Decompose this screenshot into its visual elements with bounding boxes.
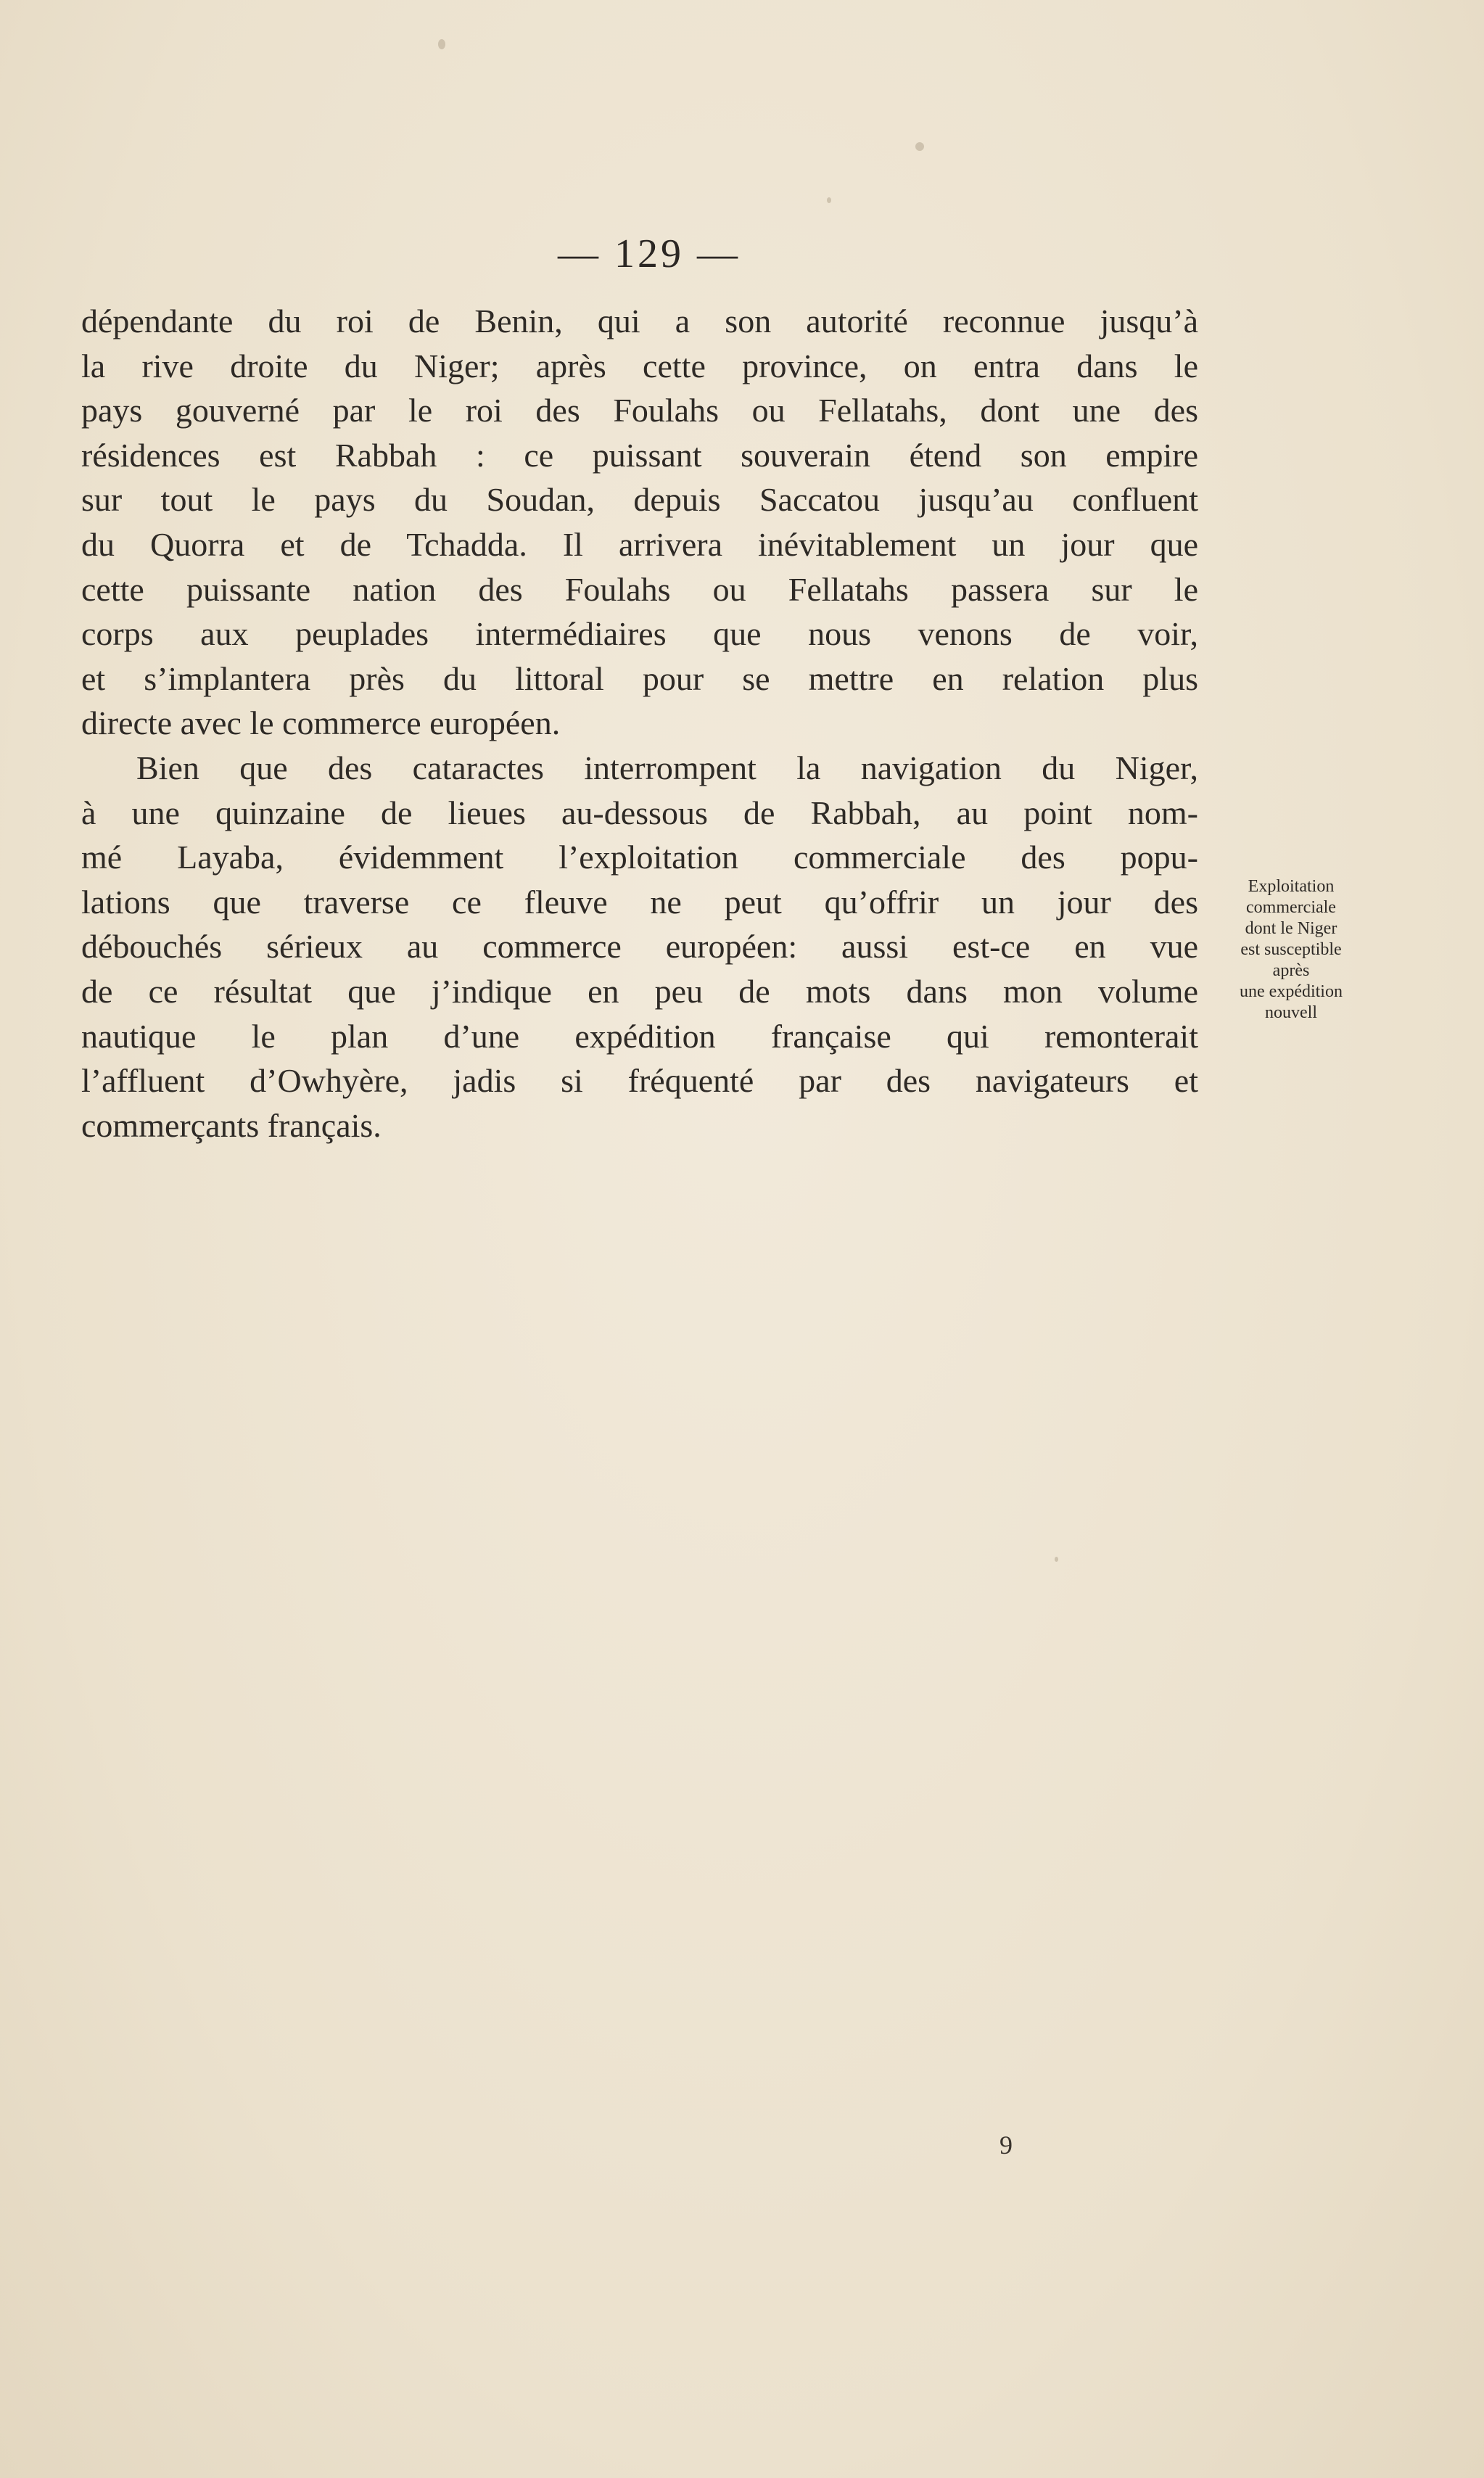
- margin-note-line: une expédition: [1240, 982, 1343, 1001]
- text-line: corps aux peuplades intermédiaires que nous venons de voir,: [81, 615, 1198, 653]
- margin-note-line: dont le Niger: [1245, 919, 1337, 938]
- text-line: commerçants français.: [81, 1106, 382, 1144]
- text-line: du Quorra et de Tchadda. Il arrivera inévitablement un jour que: [81, 525, 1198, 563]
- text-line: et s’implantera près du littoral pour se mettre en relation plus: [81, 659, 1198, 697]
- margin-note-line: Exploitation: [1248, 877, 1335, 896]
- text-line: directe avec le commerce européen.: [81, 704, 561, 742]
- text-line: à une quinzaine de lieues au-dessous de Rabbah, au point nom-: [81, 794, 1198, 831]
- paper-speck: [1055, 1557, 1058, 1562]
- margin-note-line: nouvell: [1265, 1003, 1317, 1022]
- text-line: l’affluent d’Owhyère, jadis si fréquenté par des navigateurs et: [81, 1062, 1198, 1100]
- text-line: pays gouverné par le roi des Foulahs ou Fellatahs, dont une des: [81, 392, 1198, 429]
- paper-speck: [827, 197, 831, 203]
- margin-note-line: est susceptible: [1240, 940, 1342, 959]
- paragraph-2: [81, 746, 1198, 1148]
- text-line: résidences est Rabbah : ce puissant souverain étend son empire: [81, 436, 1198, 474]
- text-line: cette puissante nation des Foulahs ou Fellatahs passera sur le: [81, 570, 1198, 608]
- text-line: nautique le plan d’une expédition française qui remonterait: [81, 1017, 1198, 1055]
- text-line: dépendante du roi de Benin, qui a son autorité reconnue jusqu’à: [81, 302, 1198, 339]
- text-line: sur tout le pays du Soudan, depuis Saccatou jusqu’au confluent: [81, 481, 1198, 519]
- text-line: débouchés sérieux au commerce européen: aussi est-ce en vue: [81, 928, 1198, 966]
- margin-note: [1204, 876, 1378, 1024]
- signature-mark: 9: [999, 2131, 1013, 2160]
- paper-speck: [438, 39, 445, 49]
- body-text: [81, 299, 1198, 1148]
- text-line: lations que traverse ce fleuve ne peut qu’offrir un jour des: [81, 883, 1198, 921]
- page-number: — 129 —: [558, 231, 741, 276]
- text-line: de ce résultat que j’indique en peu de mots dans mon volume: [81, 972, 1198, 1010]
- text-line: la rive droite du Niger; après cette province, on entra dans le: [81, 347, 1198, 384]
- paragraph-1: [81, 299, 1198, 746]
- paper-speck: [915, 142, 924, 151]
- margin-note-line: commerciale: [1246, 898, 1336, 917]
- margin-note-line: après: [1272, 961, 1310, 980]
- text-line: mé Layaba, évidemment l’exploitation commerciale des popu-: [81, 839, 1198, 876]
- text-line: Bien que des cataractes interrompent la navigation du Niger,: [136, 749, 1198, 786]
